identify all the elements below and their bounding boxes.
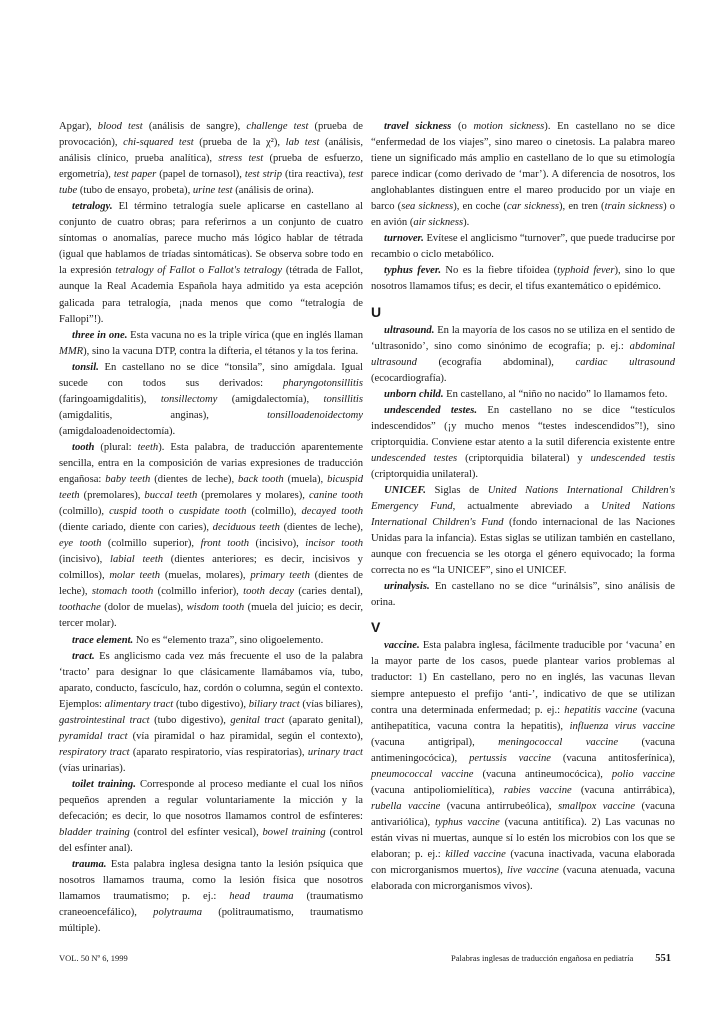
entry-travel-sickness: travel sickness (o motion sickness). En castellano no se dice “enfermedad de los viajes”, sino mareo o cinetosis. La palabra mareo tiene un significado más amplio en castellano de lo que su etimología parece indicar (como derivado de ‘mar’). A diferencia de nosotros, los anglohablantes distinguen entre el mareo producido por un viaje en barco (sea sickness), en coche (car sickness), en tren (train sickness) o en avión (air sickness). — [371, 121, 676, 229]
section-letter-u: U — [371, 303, 382, 320]
entry-vaccine: vaccine. Esta palabra inglesa, fácilmente traducible por ‘vacuna’ en la mayor parte de los casos, puede plantear varios problemas al traductor: 1) En castellano, pero no en inglés, las vacunas llevan siempre antepuesto el prefijo ‘anti-’, indicativo de que se utilizan contra una determinada enfermedad; p. ej.: hepatitis vaccine (vacuna antihepatítica, vacuna contra la hepatitis), influenza virus vaccine (vacuna antigripal), meningococcal vaccine (vacuna antimeningocócica), pertussis vaccine (vacuna antitosferínica), pneumococcal vaccine (vacuna antineumocócica), polio vaccine (vacuna antipoliomielítica), rabies vaccine (vacuna antirrábica), rubella vaccine (vacuna antirrubeólica), smallpox vaccine (vacuna antivariólica), typhus vaccine (vacuna antitífica). 2) Las vacunas no están vivas ni muertas, aunque sí lo estén los microbios con los que se elaboran; p. ej.: killed vaccine (vacuna inactivada, vacuna elaborada con microrganismos muertos), live vaccine (vacuna atenuada, vacuna elaborada con microrganismos vivos). — [371, 640, 676, 893]
headword: toilet training. — [72, 778, 136, 790]
entry-undescended-testes: undescended testes. En castellano no se dice “testículos indescendidos” (¡y mucho menos “testes indescendidos”!), sino criptorquidia. Conviene estar atento a la sutil diferencia existente entre undescended testes (criptorquidia bilateral) y undescended testis (criptorquidia unilateral). — [371, 404, 675, 480]
entry-trace-element: trace element. No es “elemento traza”, sino oligoelemento. — [72, 634, 324, 646]
entry-tetralogy: tetralogy. El término tetralogía suele aplicarse en castellano al conjunto de cuatro obras; para referirnos a un conjunto de cuatro síntomas o anomalías, parece mucho más lógico hablar de tétrada (igual que hablamos de tríadas sintomáticas). Se observa sobre todo en la expresión tetralogy of Fallot o Fallot's tetralogy (tétrada de Fallot, aunque la Real Academia Española haya admitido ya esta acepción galicada para tetralogía, ¡nada menos que como “tetralogía de Fallopi”!). — [59, 201, 363, 325]
page-footer — [59, 951, 671, 965]
left-column — [59, 119, 363, 937]
entry-three-in-one: three in one. Esta vacuna no es la triple vírica (que en inglés llaman MMR), sino la vacuna DTP, contra la difteria, el tétanos y la tos ferina. — [59, 329, 363, 357]
entry-typhus-fever: typhus fever. No es la fiebre tifoidea (typhoid fever), sino lo que nosotros llamamos tifus; es decir, el tifus exantemático o epidémico. — [371, 265, 675, 293]
headword: turnover. — [384, 233, 424, 245]
entry-trauma: trauma. Esta palabra inglesa designa tanto la lesión psíquica que nosotros llamamos trauma, como la lesión física que nosotros llamamos traumatismo; p. ej.: head trauma (traumatismo craneoencefálico), polytrauma (politraumatismo, traumatismo múltiple). — [59, 859, 363, 935]
headword: travel sickness — [384, 121, 452, 132]
headword: ultrasound. — [384, 324, 435, 336]
headword: trace element. — [72, 634, 134, 646]
entry-tonsil: tonsil. En castellano no se dice “tonsila”, sino amígdala. Igual sucede con todos sus derivados: pharyngotonsillitis (faringoamigdalitis), tonsillectomy (amigdalectomía), tonsillitis (amigdalitis, anginas), tonsilloadenoidectomy (amigdaloadenoidectomía). — [59, 361, 363, 437]
headword: undescended testes. — [384, 404, 478, 416]
headword: typhus fever. — [384, 265, 442, 277]
headword: tract. — [72, 650, 95, 662]
entry-tract: tract. Es anglicismo cada vez más frecuente el uso de la palabra ‘tracto’ para designar lo que clásicamente llamábamos vía, tubo, aparato, conducto, fascículo, haz, cordón o columna, según el contexto. Ejemplos: alimentary tract (tubo digestivo), biliary tract (vías biliares), gastrointestinal tract (tubo digestivo), genital tract (aparato genital), pyramidal tract (vía piramidal o haz piramidal, según el contexto), respiratory tract (aparato respiratorio, vías respiratorias), urinary tract (vías urinarias). — [59, 650, 364, 774]
entry-toilet-training: toilet training. Corresponde al proceso mediante el cual los niños pequeños aprenden a regular voluntariamente la micción y la defecación; es decir, lo que nosotros llamamos control de esfínteres: bladder training (control del esfínter vesical), bowel training (control del esfínter anal). — [59, 778, 364, 855]
section-letter-v: V — [371, 619, 381, 636]
headword: UNICEF. — [384, 484, 426, 496]
page-number: 551 — [655, 953, 671, 964]
right-column — [371, 119, 675, 895]
entry-urinalysis: urinalysis. En castellano no se dice “urinálsis”, sino análisis de orina. — [371, 581, 675, 609]
headword: urinalysis. — [384, 581, 430, 593]
footer-right — [451, 951, 671, 966]
entry-ultrasound: ultrasound. En la mayoría de los casos no se utiliza en el sentido de ‘ultrasonido’, sino como sinónimo de ecografía; p. ej.: abdominal ultrasound (ecografía abdominal), cardiac ultrasound (ecocardiografía). — [371, 324, 675, 384]
entry-unicef: UNICEF. Siglas de United Nations International Children's Emergency Fund, actualmente abreviado a United Nations International Children's Fund (fondo internacional de las Naciones Unidas para la infancia). Estas siglas se utilizan también en castellano, aunque con frecuencia se les otorga el género equivocado; la forma correcta no es “la UNICEF”, sino el UNICEF. — [371, 484, 676, 577]
footer-running-title: Palabras inglesas de traducción engañosa en pediatría — [451, 953, 634, 963]
entry-turnover: turnover. Evítese el anglicismo “turnover”, que puede traducirse por recambio o ciclo metabólico. — [371, 233, 675, 261]
headword: trauma. — [72, 859, 107, 871]
headword: unborn child. — [384, 388, 444, 400]
headword: three in one. — [72, 329, 128, 341]
footer-volume: VOL. 50 Nº 6, 1999 — [59, 953, 128, 963]
headword: tonsil. — [72, 361, 99, 373]
entry-unborn-child: unborn child. En castellano, al “niño no nacido” lo llamamos feto. — [384, 388, 668, 400]
headword: vaccine. — [384, 640, 420, 652]
headword: tooth — [72, 441, 95, 453]
headword: tetralogy. — [72, 201, 113, 213]
entry-tooth: tooth (plural: teeth). Esta palabra, de traducción aparentemente sencilla, entra en la composición de varias expresiones de traducción engañosa: baby teeth (dientes de leche), back tooth (muela), bicuspid teeth (premolares), buccal teeth (premolares y molares), canine tooth (colmillo), cuspid tooth o cuspidate tooth (colmillo), decayed tooth (diente cariado, diente con caries), deciduous teeth (dientes de leche), eye tooth (colmillo superior), front tooth (incisivo), incisor tooth (incisivo), labial teeth (dientes anteriores; es decir, incisivos y colmillos), molar teeth (muelas, molares), primary teeth (dientes de leche), stomach tooth (colmillo inferior), tooth decay (caries dental), toothache (dolor de muelas), wisdom tooth (muela del juicio; es decir, tercer molar). — [59, 441, 364, 630]
entry-test-continued: Apgar), blood test (análisis de sangre), challenge test (prueba de provocación), chi-squared test (prueba de la χ²), lab test (análisis, análisis clínico, prueba analítica), stress test (prueba de esfuerzo, ergometría), test paper (papel de tornasol), test strip (tira reactiva), test tube (tubo de ensayo, probeta), urine test (análisis de orina). — [59, 121, 364, 197]
